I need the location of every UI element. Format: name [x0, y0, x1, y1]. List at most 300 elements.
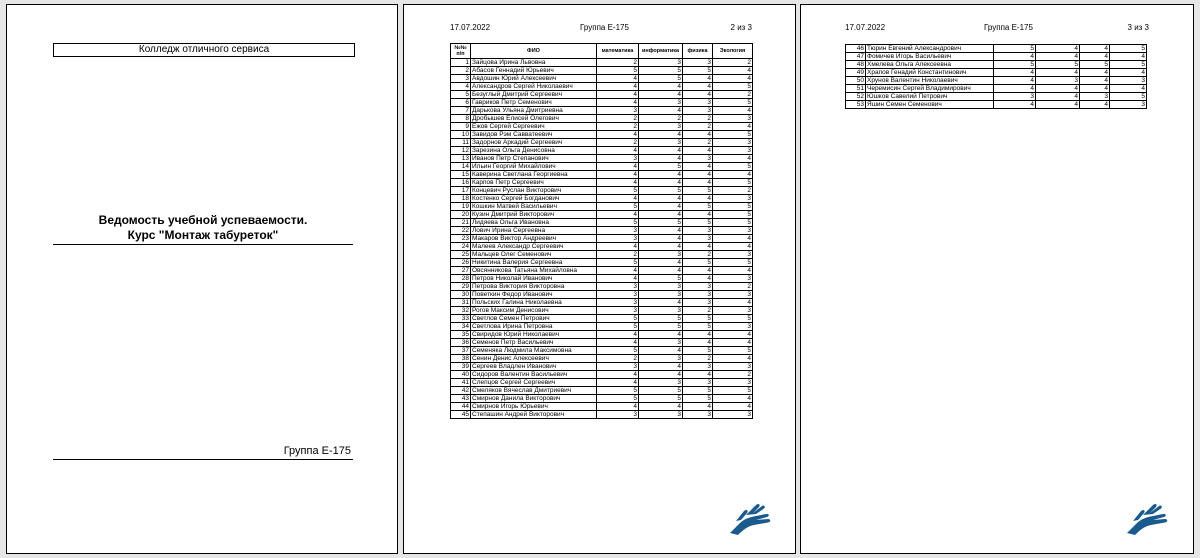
grade-eco: 3	[713, 227, 753, 235]
grade-math: 4	[597, 91, 639, 99]
table-row	[451, 75, 753, 83]
grade-eco: 4	[713, 331, 753, 339]
college-name: Колледж отличного сервиса	[53, 43, 355, 57]
col-header-fio: ФИО	[471, 44, 597, 59]
table-row	[451, 347, 753, 355]
grade-phys: 4	[1080, 101, 1110, 109]
grade-phys: 4	[1080, 45, 1110, 53]
student-name: Иванов Петр Степанович	[471, 155, 597, 163]
table-row	[451, 379, 753, 387]
student-name: Светлова Ирина Петровна	[471, 323, 597, 331]
grade-math: 4	[597, 267, 639, 275]
grade-phys: 4	[683, 267, 713, 275]
grade-math: 2	[597, 251, 639, 259]
page-3	[800, 4, 1194, 554]
grade-math: 4	[597, 131, 639, 139]
grade-phys: 4	[683, 211, 713, 219]
col-header-info: информатика	[639, 44, 683, 59]
table-row	[451, 291, 753, 299]
grade-math: 5	[994, 45, 1036, 53]
grade-eco: 2	[713, 91, 753, 99]
grade-eco: 5	[713, 179, 753, 187]
col-header-math: математика	[597, 44, 639, 59]
student-name: Польских Галина Николаевна	[471, 299, 597, 307]
grade-phys: 4	[683, 403, 713, 411]
grade-phys: 2	[683, 307, 713, 315]
grade-phys: 4	[683, 83, 713, 91]
student-name: Рогов Максим Денисович	[471, 307, 597, 315]
row-number: 16	[451, 179, 471, 187]
grade-phys: 4	[683, 147, 713, 155]
row-number: 10	[451, 131, 471, 139]
grade-eco: 5	[1110, 61, 1147, 69]
grade-info: 5	[639, 395, 683, 403]
grade-eco: 2	[713, 371, 753, 379]
table-row	[451, 403, 753, 411]
grade-math: 4	[597, 147, 639, 155]
grade-info: 4	[639, 331, 683, 339]
grade-eco: 4	[713, 267, 753, 275]
row-number: 4	[451, 83, 471, 91]
group-label: Группа Е-175	[283, 445, 351, 457]
row-number: 15	[451, 171, 471, 179]
grade-eco: 5	[713, 203, 753, 211]
page-number: 3 из 3	[1127, 23, 1149, 32]
col-header-num: №№ п/п	[451, 44, 471, 59]
grade-math: 4	[597, 171, 639, 179]
student-name: Черемисин Сергей Владимирович	[866, 85, 994, 93]
grade-math: 4	[994, 85, 1036, 93]
row-number: 17	[451, 187, 471, 195]
grade-math: 3	[597, 107, 639, 115]
hands-logo-icon	[1123, 499, 1169, 537]
grade-info: 3	[639, 283, 683, 291]
grade-math: 4	[597, 163, 639, 171]
row-number: 26	[451, 259, 471, 267]
row-number: 29	[451, 283, 471, 291]
table-header-row	[451, 44, 753, 59]
row-number: 44	[451, 403, 471, 411]
page-date: 17.07.2022	[450, 23, 491, 32]
grade-phys: 3	[683, 99, 713, 107]
student-name: Лидяева Ольга Ивановна	[471, 219, 597, 227]
row-number: 22	[451, 227, 471, 235]
table-row	[451, 99, 753, 107]
table-row	[451, 315, 753, 323]
row-number: 40	[451, 371, 471, 379]
student-name: Абасов Геннадий Юрьевич	[471, 67, 597, 75]
grade-info: 4	[639, 203, 683, 211]
row-number: 18	[451, 195, 471, 203]
grade-phys: 4	[683, 163, 713, 171]
grade-eco: 5	[713, 219, 753, 227]
table-row	[846, 93, 1147, 101]
grade-info: 4	[639, 227, 683, 235]
student-name: Слепцов Сергей Сергеевич	[471, 379, 597, 387]
table-row	[451, 371, 753, 379]
row-number: 49	[846, 69, 866, 77]
grade-math: 2	[597, 59, 639, 67]
grade-eco: 4	[713, 403, 753, 411]
grade-eco: 5	[713, 347, 753, 355]
grade-info: 5	[639, 187, 683, 195]
grade-phys: 2	[683, 139, 713, 147]
student-name: Светлов Семен Петрович	[471, 315, 597, 323]
grade-math: 3	[597, 307, 639, 315]
row-number: 11	[451, 139, 471, 147]
table-row	[451, 219, 753, 227]
grade-phys: 5	[683, 323, 713, 331]
grade-info: 4	[1036, 53, 1080, 61]
grade-phys: 4	[683, 75, 713, 83]
grade-info: 3	[639, 291, 683, 299]
grade-math: 2	[597, 139, 639, 147]
grade-info: 4	[639, 91, 683, 99]
row-number: 46	[846, 45, 866, 53]
row-number: 34	[451, 323, 471, 331]
student-name: Тюрин Евгений Александрович	[866, 45, 994, 53]
student-name: Мальцев Олег Семенович	[471, 251, 597, 259]
row-number: 1	[451, 59, 471, 67]
grade-math: 3	[994, 93, 1036, 101]
table-row	[451, 387, 753, 395]
table-row	[451, 259, 753, 267]
grade-eco: 4	[713, 155, 753, 163]
grade-phys: 2	[683, 355, 713, 363]
table-row	[451, 163, 753, 171]
student-name: Овсянникова Татьяна Михайловна	[471, 267, 597, 275]
grade-info: 4	[639, 107, 683, 115]
row-number: 5	[451, 91, 471, 99]
grade-math: 5	[597, 315, 639, 323]
page-number: 2 из 3	[730, 23, 752, 32]
row-number: 42	[451, 387, 471, 395]
table-row	[451, 67, 753, 75]
grade-phys: 4	[683, 331, 713, 339]
grade-info: 4	[639, 403, 683, 411]
table-row	[451, 123, 753, 131]
table-row	[451, 283, 753, 291]
student-name: Завидов Рэм Савватеевич	[471, 131, 597, 139]
student-name: Петрова Виктория Викторовна	[471, 283, 597, 291]
grade-info: 3	[639, 251, 683, 259]
table-row	[846, 45, 1147, 53]
grade-math: 4	[994, 69, 1036, 77]
student-name: Каверина Светлана Георгиевна	[471, 171, 597, 179]
grade-phys: 5	[1080, 61, 1110, 69]
grade-info: 4	[639, 171, 683, 179]
student-name: Костенко Сергей Богданович	[471, 195, 597, 203]
grade-info: 4	[639, 147, 683, 155]
row-number: 48	[846, 61, 866, 69]
student-name: Юшков Савелий Петрович	[866, 93, 994, 101]
grade-phys: 3	[683, 411, 713, 419]
row-number: 31	[451, 299, 471, 307]
grade-eco: 5	[713, 99, 753, 107]
grade-math: 4	[597, 371, 639, 379]
table-row	[451, 355, 753, 363]
grade-eco: 5	[713, 259, 753, 267]
table-row	[451, 59, 753, 67]
grade-math: 5	[597, 187, 639, 195]
grade-info: 4	[1036, 101, 1080, 109]
row-number: 19	[451, 203, 471, 211]
grade-info: 3	[639, 59, 683, 67]
grade-eco: 3	[713, 307, 753, 315]
grade-phys: 5	[683, 259, 713, 267]
grade-eco: 3	[713, 323, 753, 331]
grade-eco: 3	[713, 363, 753, 371]
table-row	[451, 171, 753, 179]
student-name: Дробышев Елисей Олегович	[471, 115, 597, 123]
grade-math: 4	[597, 379, 639, 387]
grade-eco: 3	[1110, 77, 1147, 85]
student-name: Петров Николай Иванович	[471, 275, 597, 283]
row-number: 32	[451, 307, 471, 315]
grade-info: 4	[639, 347, 683, 355]
grade-info: 4	[639, 83, 683, 91]
grade-eco: 5	[713, 387, 753, 395]
grade-math: 5	[597, 203, 639, 211]
grade-eco: 4	[713, 75, 753, 83]
grade-math: 4	[597, 339, 639, 347]
grade-phys: 4	[1080, 77, 1110, 85]
grade-info: 3	[639, 411, 683, 419]
student-name: Смеляков Вячеслав Дмитриевич	[471, 387, 597, 395]
grade-eco: 4	[713, 235, 753, 243]
grade-math: 2	[597, 123, 639, 131]
table-row	[846, 101, 1147, 109]
grade-eco: 5	[713, 131, 753, 139]
grade-info: 4	[639, 299, 683, 307]
grade-math: 3	[597, 411, 639, 419]
grade-eco: 3	[713, 195, 753, 203]
grade-phys: 3	[683, 59, 713, 67]
grade-phys: 3	[683, 235, 713, 243]
grade-eco: 3	[713, 379, 753, 387]
table-row	[451, 179, 753, 187]
table-row	[451, 363, 753, 371]
grade-math: 4	[994, 53, 1036, 61]
table-row	[451, 139, 753, 147]
row-number: 27	[451, 267, 471, 275]
row-number: 52	[846, 93, 866, 101]
page-1	[6, 4, 398, 554]
grade-info: 3	[639, 379, 683, 387]
grade-math: 5	[994, 61, 1036, 69]
student-name: Свиридов Юрий Николаевич	[471, 331, 597, 339]
grade-eco: 4	[713, 123, 753, 131]
row-number: 9	[451, 123, 471, 131]
grade-phys: 4	[683, 371, 713, 379]
grade-eco: 5	[713, 163, 753, 171]
grade-info: 5	[1036, 61, 1080, 69]
grade-phys: 3	[683, 363, 713, 371]
grade-info: 3	[639, 99, 683, 107]
grade-phys: 4	[683, 131, 713, 139]
table-row	[846, 77, 1147, 85]
student-name: Сидоров Валентин Васильевич	[471, 371, 597, 379]
grade-info: 4	[639, 155, 683, 163]
student-name: Фомичев Игорь Васильевич	[866, 53, 994, 61]
table-row	[451, 83, 753, 91]
report-title-line1: Ведомость учебной успеваемости.	[98, 213, 308, 227]
grade-info: 4	[1036, 69, 1080, 77]
grade-eco: 2	[713, 283, 753, 291]
row-number: 14	[451, 163, 471, 171]
table-row	[451, 307, 753, 315]
grade-math: 4	[597, 75, 639, 83]
grade-info: 5	[639, 67, 683, 75]
table-row	[451, 187, 753, 195]
col-header-eco: Экология	[713, 44, 753, 59]
grade-phys: 5	[683, 347, 713, 355]
grade-eco: 4	[713, 171, 753, 179]
row-number: 53	[846, 101, 866, 109]
grade-info: 4	[639, 179, 683, 187]
grade-math: 4	[597, 403, 639, 411]
grade-math: 4	[597, 83, 639, 91]
grade-info: 5	[639, 323, 683, 331]
table-row	[451, 211, 753, 219]
grade-eco: 3	[713, 139, 753, 147]
grade-phys: 5	[683, 67, 713, 75]
grade-info: 2	[639, 115, 683, 123]
student-name: Степашин Андрей Викторович	[471, 411, 597, 419]
grade-eco: 3	[713, 291, 753, 299]
grade-phys: 4	[683, 91, 713, 99]
grade-eco: 5	[713, 83, 753, 91]
grade-info: 5	[639, 75, 683, 83]
grade-math: 4	[597, 211, 639, 219]
grade-math: 3	[597, 299, 639, 307]
student-name: Смирнов Игорь Юрьевич	[471, 403, 597, 411]
row-number: 25	[451, 251, 471, 259]
grade-phys: 4	[683, 243, 713, 251]
grade-math: 4	[994, 101, 1036, 109]
grade-phys: 4	[683, 171, 713, 179]
student-name: Никитина Валерия Сергеевна	[471, 259, 597, 267]
grade-phys: 3	[683, 107, 713, 115]
student-name: Семенов Петр Васильевич	[471, 339, 597, 347]
grade-phys: 3	[1080, 93, 1110, 101]
page-group: Группа Е-175	[580, 23, 629, 32]
grades-table	[845, 44, 1147, 109]
report-title	[53, 213, 353, 243]
grade-math: 4	[994, 77, 1036, 85]
table-row	[451, 91, 753, 99]
row-number: 33	[451, 315, 471, 323]
grade-phys: 2	[683, 123, 713, 131]
grade-eco: 3	[713, 147, 753, 155]
grade-eco: 3	[713, 275, 753, 283]
row-number: 50	[846, 77, 866, 85]
grade-eco: 2	[713, 187, 753, 195]
grade-eco: 5	[713, 211, 753, 219]
table-row	[451, 251, 753, 259]
grade-info: 3	[639, 355, 683, 363]
grade-eco: 3	[713, 115, 753, 123]
grade-eco: 4	[713, 395, 753, 403]
table-row	[451, 323, 753, 331]
student-name: Задорнов Аркадий Сергеевич	[471, 139, 597, 147]
grade-math: 5	[597, 67, 639, 75]
grade-phys: 4	[683, 179, 713, 187]
table-row	[451, 235, 753, 243]
table-row	[451, 147, 753, 155]
row-number: 24	[451, 243, 471, 251]
grade-phys: 4	[683, 275, 713, 283]
grade-phys: 4	[683, 339, 713, 347]
row-number: 45	[451, 411, 471, 419]
row-number: 38	[451, 355, 471, 363]
table-row	[451, 107, 753, 115]
row-number: 41	[451, 379, 471, 387]
grade-info: 4	[639, 235, 683, 243]
student-name: Дарькова Ульяна Дмитриевна	[471, 107, 597, 115]
grade-info: 4	[639, 363, 683, 371]
table-row	[451, 115, 753, 123]
row-number: 43	[451, 395, 471, 403]
student-name: Сенин Денис Алексеевич	[471, 355, 597, 363]
grade-eco: 5	[1110, 45, 1147, 53]
grade-info: 4	[1036, 93, 1080, 101]
student-name: Кошкин Матвей Васильевич	[471, 203, 597, 211]
grade-phys: 5	[683, 187, 713, 195]
table-row	[846, 85, 1147, 93]
grade-info: 4	[639, 259, 683, 267]
grade-math: 5	[597, 347, 639, 355]
student-name: Яшин Семен Семенович	[866, 101, 994, 109]
grade-info: 4	[1036, 85, 1080, 93]
grade-eco: 4	[713, 67, 753, 75]
student-name: Зарезина Ольга Денисовна	[471, 147, 597, 155]
student-name: Смирнов Данила Викторович	[471, 395, 597, 403]
grade-info: 5	[639, 163, 683, 171]
grade-eco: 4	[1110, 85, 1147, 93]
student-name: Зайцова Ирина Львовна	[471, 59, 597, 67]
grade-math: 3	[597, 291, 639, 299]
grade-phys: 4	[1080, 85, 1110, 93]
grade-info: 4	[639, 131, 683, 139]
row-number: 7	[451, 107, 471, 115]
student-name: Кузин Дмитрий Викторович	[471, 211, 597, 219]
grade-info: 5	[639, 275, 683, 283]
grade-eco: 3	[713, 411, 753, 419]
grade-phys: 5	[683, 219, 713, 227]
student-name: Безуглый Дмитрий Сергеевич	[471, 91, 597, 99]
grade-phys: 2	[683, 115, 713, 123]
grade-info: 4	[639, 267, 683, 275]
grade-phys: 2	[683, 251, 713, 259]
row-number: 28	[451, 275, 471, 283]
report-title-line2: Курс "Монтаж табуреток"	[127, 228, 279, 242]
student-name: Хмелева Ольга Алексеевна	[866, 61, 994, 69]
grade-phys: 5	[683, 395, 713, 403]
grade-info: 5	[639, 315, 683, 323]
grade-math: 4	[597, 99, 639, 107]
grade-info: 5	[639, 219, 683, 227]
student-name: Авдошин Юрий Алексеевич	[471, 75, 597, 83]
grade-math: 5	[597, 323, 639, 331]
col-header-phys: физика	[683, 44, 713, 59]
grade-math: 4	[597, 179, 639, 187]
grade-info: 3	[1036, 77, 1080, 85]
row-number: 51	[846, 85, 866, 93]
table-row	[846, 61, 1147, 69]
group-divider	[53, 459, 353, 460]
student-name: Макаров Виктор Андреевич	[471, 235, 597, 243]
